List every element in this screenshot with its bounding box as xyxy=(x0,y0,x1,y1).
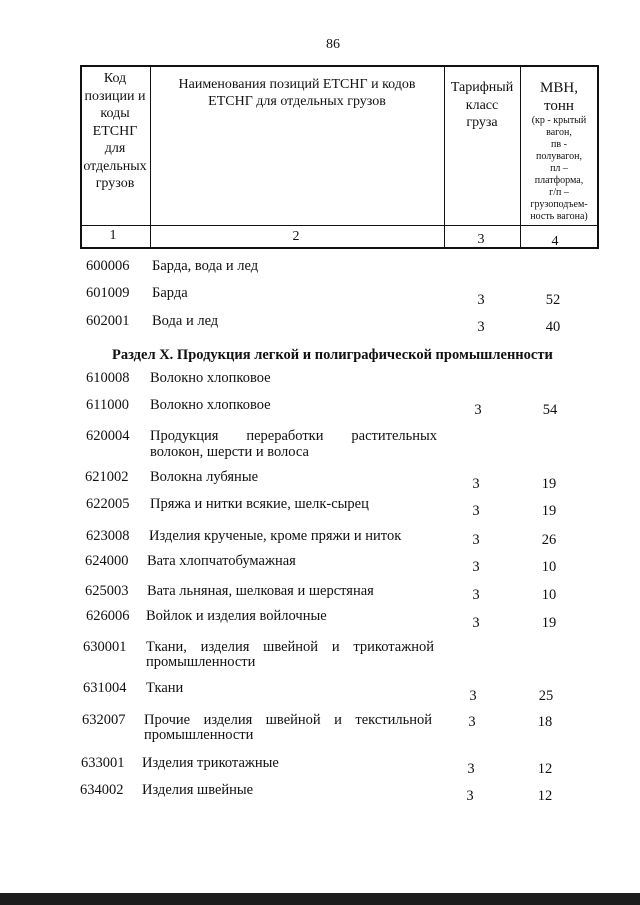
header-line: для xyxy=(104,141,126,156)
column-number: 3 xyxy=(477,232,485,247)
row-mvn: 10 xyxy=(541,587,557,603)
row-mvn: 19 xyxy=(541,503,557,519)
row-name: Изделия трикотажные xyxy=(142,755,279,771)
row-name: Волокно хлопковое xyxy=(150,397,271,413)
row-tariff-class: 3 xyxy=(477,319,485,335)
row-code: 620004 xyxy=(86,428,130,444)
header-line: грузов xyxy=(95,176,135,191)
header-line: тонн xyxy=(544,98,574,114)
header-line: позиции и xyxy=(84,88,146,104)
row-name-continued: промышленности xyxy=(146,654,256,670)
row-mvn: 19 xyxy=(541,476,557,492)
row-mvn: 52 xyxy=(545,292,561,308)
scan-edge xyxy=(0,893,640,905)
row-code: 634002 xyxy=(80,782,124,798)
row-name: Изделия швейные xyxy=(142,782,254,798)
header-note-line: пл – xyxy=(550,163,568,174)
row-name: Барда xyxy=(152,285,188,301)
row-mvn: 12 xyxy=(537,761,553,777)
row-code: 625003 xyxy=(85,583,129,599)
header-note-line: пв - xyxy=(551,139,567,150)
header-line: класс xyxy=(465,97,499,113)
row-code: 611000 xyxy=(86,397,129,413)
row-mvn: 25 xyxy=(538,688,554,704)
row-mvn: 18 xyxy=(537,714,553,730)
header-line: ЕТСНГ для отдельных грузов xyxy=(208,94,386,109)
header-line: Наименования позиций ЕТСНГ и кодов xyxy=(178,77,416,92)
row-name: Волокна лубяные xyxy=(150,469,258,485)
header-mvn xyxy=(520,79,598,115)
row-tariff-class: 3 xyxy=(472,532,480,548)
row-name-continued: промышленности xyxy=(144,727,254,743)
row-code: 631004 xyxy=(83,680,127,696)
row-tariff-class: 3 xyxy=(472,503,480,519)
column-number: 4 xyxy=(551,234,559,249)
header-line: Код xyxy=(103,71,127,86)
row-name: Волокно хлопковое xyxy=(150,370,271,386)
row-mvn: 26 xyxy=(541,532,557,548)
column-number: 2 xyxy=(292,229,300,244)
page-number: 86 xyxy=(326,37,340,52)
header-line: ЕТСНГ xyxy=(92,123,138,139)
header-name xyxy=(150,76,444,110)
row-tariff-class: 3 xyxy=(467,761,475,777)
header-note-line: полувагон, xyxy=(536,151,582,162)
row-name: Ткани xyxy=(146,680,184,696)
header-code xyxy=(80,70,150,193)
row-code: 601009 xyxy=(86,285,130,301)
row-code: 624000 xyxy=(85,553,129,569)
row-code: 632007 xyxy=(82,712,126,728)
row-code: 602001 xyxy=(86,313,130,329)
row-tariff-class: 3 xyxy=(472,559,480,575)
row-tariff-class: 3 xyxy=(472,615,480,631)
row-tariff-class: 3 xyxy=(468,714,476,730)
header-note-line: грузоподъем- xyxy=(530,199,588,210)
row-mvn: 12 xyxy=(537,788,553,804)
header-note-line: г/п – xyxy=(549,187,569,198)
row-code: 630001 xyxy=(83,639,127,655)
header-note-line: платформа, xyxy=(534,175,584,186)
row-name: Продукция переработки растительных xyxy=(150,428,437,444)
row-name: Изделия крученые, кроме пряжи и ниток xyxy=(149,528,402,544)
row-name: Пряжа и нитки всякие, шелк-сырец xyxy=(150,496,369,512)
section-heading: Раздел X. Продукция легкой и полиграфической промышленности xyxy=(112,347,553,363)
row-name: Войлок и изделия войлочные xyxy=(146,608,327,624)
header-line: МВН, xyxy=(540,80,578,96)
header-note-line: вагон, xyxy=(546,127,572,138)
header-line: груза xyxy=(466,115,498,130)
row-tariff-class: 3 xyxy=(472,587,480,603)
row-mvn: 19 xyxy=(541,615,557,631)
row-tariff-class: 3 xyxy=(466,788,474,804)
row-code: 622005 xyxy=(86,496,130,512)
row-name: Прочие изделия швейной и текстильной xyxy=(144,712,432,728)
row-mvn: 40 xyxy=(545,319,561,335)
row-name: Вода и лед xyxy=(152,313,219,329)
header-line: отдельных xyxy=(83,158,147,174)
row-tariff-class: 3 xyxy=(477,292,485,308)
header-line: Тарифный xyxy=(450,80,514,95)
row-code: 610008 xyxy=(86,370,130,386)
header-note-line: ность вагона) xyxy=(530,211,588,222)
row-tariff-class: 3 xyxy=(472,476,480,492)
row-name: Ткани, изделия швейной и трикотажной xyxy=(146,639,434,655)
header-tariff-class xyxy=(444,79,520,132)
row-name: Барда, вода и лед xyxy=(152,258,259,274)
row-code: 600006 xyxy=(86,258,130,274)
row-tariff-class: 3 xyxy=(474,402,482,418)
row-code: 626006 xyxy=(86,608,130,624)
row-name-continued: волокон, шерсти и волоса xyxy=(150,444,309,460)
header-line: коды xyxy=(100,106,130,121)
row-name: Вата льняная, шелковая и шерстяная xyxy=(147,583,374,599)
row-mvn: 54 xyxy=(542,402,558,418)
row-code: 621002 xyxy=(85,469,129,485)
row-name: Вата хлопчатобумажная xyxy=(147,553,296,569)
row-mvn: 10 xyxy=(541,559,557,575)
header-note-line: (кр - крытый xyxy=(531,115,587,126)
row-code: 623008 xyxy=(86,528,130,544)
row-tariff-class: 3 xyxy=(469,688,477,704)
column-number: 1 xyxy=(109,228,117,243)
header-mvn-note xyxy=(520,115,598,223)
row-code: 633001 xyxy=(81,755,125,771)
